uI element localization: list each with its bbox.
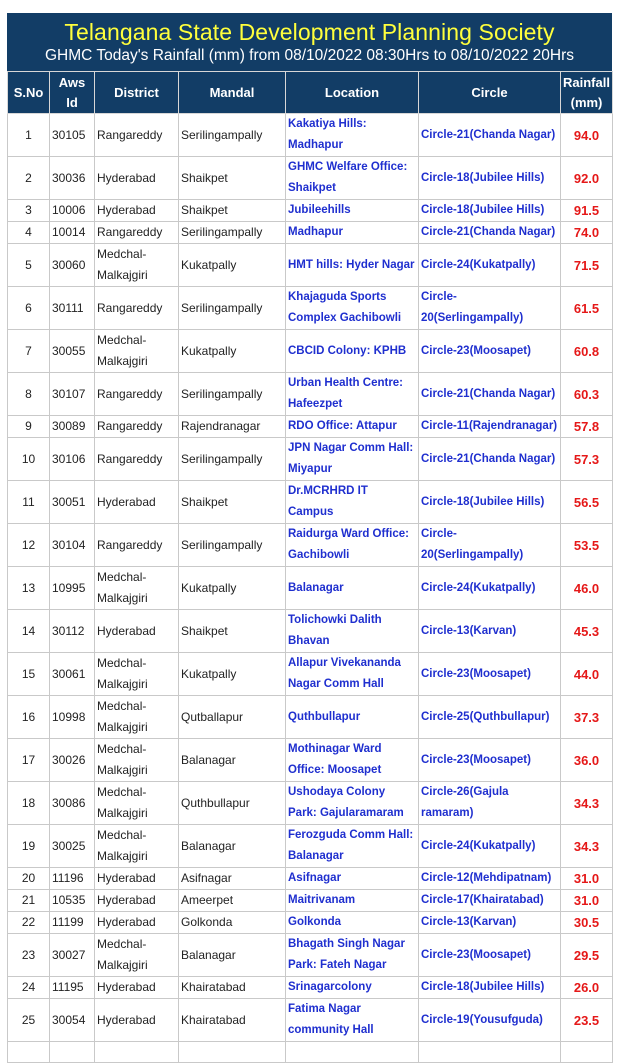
cell-rainfall: 56.5 (561, 481, 613, 524)
cell-mandal: Shaikpet (179, 481, 286, 524)
cell-district: Rangareddy (95, 438, 179, 481)
cell-rainfall: 36.0 (561, 739, 613, 782)
table-row (8, 567, 613, 610)
cell-aws-id: 11196 (50, 868, 95, 890)
cell-mandal: Serilingampally (179, 287, 286, 330)
table-row (8, 287, 613, 330)
cell-sno: 2 (8, 157, 50, 200)
cell-mandal: Shaikpet (179, 157, 286, 200)
table-row (8, 825, 613, 868)
cell-sno: 16 (8, 696, 50, 739)
cell-circle-link[interactable]: Circle-25(Quthbullapur) (419, 696, 561, 739)
cell-mandal: Rajendranagar (179, 416, 286, 438)
table-row (8, 977, 613, 999)
cell-rainfall: 37.3 (561, 696, 613, 739)
cell-location-link[interactable]: Balanagar (286, 567, 419, 610)
cell-rainfall: 91.5 (561, 200, 613, 222)
cell-sno: 5 (8, 244, 50, 287)
cell-circle-link[interactable]: Circle-21(Chanda Nagar) (419, 222, 561, 244)
table-row (8, 222, 613, 244)
cell-mandal: Serilingampally (179, 222, 286, 244)
cell-mandal: Qutballapur (179, 696, 286, 739)
cell-circle-link[interactable]: Circle-20(Serlingampally) (419, 287, 561, 330)
cell-sno: 7 (8, 330, 50, 373)
cell-district: Hyderabad (95, 200, 179, 222)
table-row (8, 330, 613, 373)
cell-circle-link[interactable]: Circle-19(Yousufguda) (419, 999, 561, 1042)
cell-aws-id: 11199 (50, 912, 95, 934)
cell-sno: 18 (8, 782, 50, 825)
table-row (8, 739, 613, 782)
page-subtitle: GHMC Today's Rainfall (mm) from 08/10/2022 08:30Hrs to 08/10/2022 20Hrs (44, 47, 575, 64)
table-row (8, 890, 613, 912)
cell-location-link[interactable]: Jubileehills (286, 200, 419, 222)
empty-cell (8, 1042, 50, 1063)
cell-aws-id: 30086 (50, 782, 95, 825)
cell-location-link[interactable]: CBCID Colony: KPHB (286, 330, 419, 373)
empty-cell (50, 1042, 95, 1063)
cell-district: Medchal-Malkajgiri (95, 653, 179, 696)
cell-mandal: Quthbullapur (179, 782, 286, 825)
cell-aws-id: 30036 (50, 157, 95, 200)
cell-aws-id: 30111 (50, 287, 95, 330)
cell-sno: 8 (8, 373, 50, 416)
cell-rainfall: 74.0 (561, 222, 613, 244)
cell-sno: 24 (8, 977, 50, 999)
cell-mandal: Kukatpally (179, 244, 286, 287)
cell-sno: 13 (8, 567, 50, 610)
cell-mandal: Serilingampally (179, 373, 286, 416)
cell-aws-id: 30104 (50, 524, 95, 567)
cell-circle-link[interactable]: Circle-24(Kukatpally) (419, 825, 561, 868)
table-row (8, 157, 613, 200)
cell-location-link[interactable]: Quthbullapur (286, 696, 419, 739)
cell-rainfall: 45.3 (561, 610, 613, 653)
cell-rainfall: 71.5 (561, 244, 613, 287)
cell-aws-id: 30051 (50, 481, 95, 524)
cell-rainfall: 57.8 (561, 416, 613, 438)
table-row (8, 610, 613, 653)
report-banner (7, 13, 612, 71)
cell-district: Medchal-Malkajgiri (95, 825, 179, 868)
table-row (8, 416, 613, 438)
cell-mandal: Shaikpet (179, 610, 286, 653)
cell-district: Medchal-Malkajgiri (95, 244, 179, 287)
table-row (8, 934, 613, 977)
cell-location-link[interactable]: Fatima Nagar community Hall (286, 999, 419, 1042)
cell-sno: 10 (8, 438, 50, 481)
cell-aws-id: 30026 (50, 739, 95, 782)
col-header-mandal: Mandal (179, 72, 286, 114)
cell-circle-link[interactable]: Circle-18(Jubilee Hills) (419, 200, 561, 222)
cell-sno: 3 (8, 200, 50, 222)
col-header-rainfall: Rainfall (mm) (561, 72, 613, 114)
cell-district: Hyderabad (95, 890, 179, 912)
cell-sno: 20 (8, 868, 50, 890)
cell-circle-link[interactable]: Circle-18(Jubilee Hills) (419, 481, 561, 524)
empty-cell (286, 1042, 419, 1063)
cell-location-link[interactable]: Kakatiya Hills: Madhapur (286, 114, 419, 157)
table-row (8, 999, 613, 1042)
cell-circle-link[interactable]: Circle-21(Chanda Nagar) (419, 114, 561, 157)
cell-district: Hyderabad (95, 999, 179, 1042)
cell-rainfall: 23.5 (561, 999, 613, 1042)
cell-district: Rangareddy (95, 222, 179, 244)
cell-location-link[interactable]: HMT hills: Hyder Nagar (286, 244, 419, 287)
cell-location-link[interactable]: Mothinagar Ward Office: Moosapet (286, 739, 419, 782)
table-header-row (8, 72, 613, 114)
cell-mandal: Shaikpet (179, 200, 286, 222)
cell-sno: 14 (8, 610, 50, 653)
cell-location-link[interactable]: Dr.MCRHRD IT Campus (286, 481, 419, 524)
table-row (8, 912, 613, 934)
cell-location-link[interactable]: Urban Health Centre: Hafeezpet (286, 373, 419, 416)
cell-location-link[interactable]: Tolichowki Dalith Bhavan (286, 610, 419, 653)
table-row (8, 696, 613, 739)
cell-circle-link[interactable]: Circle-13(Karvan) (419, 912, 561, 934)
cell-circle-link[interactable]: Circle-26(Gajula ramaram) (419, 782, 561, 825)
cell-mandal: Kukatpally (179, 653, 286, 696)
cell-circle-link[interactable]: Circle-23(Moosapet) (419, 934, 561, 977)
table-body (8, 114, 613, 1063)
table-row (8, 114, 613, 157)
cell-circle-link[interactable]: Circle-24(Kukatpally) (419, 244, 561, 287)
cell-aws-id: 30089 (50, 416, 95, 438)
cell-rainfall: 57.3 (561, 438, 613, 481)
cell-circle-link[interactable]: Circle-18(Jubilee Hills) (419, 977, 561, 999)
cell-sno: 4 (8, 222, 50, 244)
cell-rainfall: 44.0 (561, 653, 613, 696)
cell-aws-id: 30105 (50, 114, 95, 157)
cell-rainfall: 46.0 (561, 567, 613, 610)
cell-sno: 1 (8, 114, 50, 157)
cell-aws-id: 30027 (50, 934, 95, 977)
cell-circle-link[interactable]: Circle-21(Chanda Nagar) (419, 373, 561, 416)
rainfall-table (7, 71, 613, 1063)
cell-sno: 17 (8, 739, 50, 782)
cell-location-link[interactable]: RDO Office: Attapur (286, 416, 419, 438)
page-title: Telangana State Development Planning Society (64, 19, 555, 45)
cell-district: Medchal-Malkajgiri (95, 567, 179, 610)
cell-mandal: Serilingampally (179, 438, 286, 481)
report-container (7, 13, 612, 1063)
cell-sno: 25 (8, 999, 50, 1042)
cell-district: Rangareddy (95, 416, 179, 438)
cell-district: Hyderabad (95, 977, 179, 999)
cell-district: Hyderabad (95, 868, 179, 890)
cell-district: Rangareddy (95, 114, 179, 157)
cell-mandal: Balanagar (179, 934, 286, 977)
cell-rainfall: 31.0 (561, 890, 613, 912)
cell-aws-id: 30107 (50, 373, 95, 416)
cell-sno: 19 (8, 825, 50, 868)
cell-aws-id: 30060 (50, 244, 95, 287)
cell-mandal: Balanagar (179, 825, 286, 868)
cell-circle-link[interactable]: Circle-20(Serlingampally) (419, 524, 561, 567)
cell-district: Medchal-Malkajgiri (95, 330, 179, 373)
table-row (8, 244, 613, 287)
cell-circle-link[interactable]: Circle-11(Rajendranagar) (419, 416, 561, 438)
cell-circle-link[interactable]: Circle-24(Kukatpally) (419, 567, 561, 610)
cell-rainfall: 61.5 (561, 287, 613, 330)
cell-district: Hyderabad (95, 912, 179, 934)
cell-mandal: Kukatpally (179, 330, 286, 373)
cell-district: Hyderabad (95, 610, 179, 653)
cell-aws-id: 30025 (50, 825, 95, 868)
cell-district: Medchal-Malkajgiri (95, 696, 179, 739)
cell-rainfall: 31.0 (561, 868, 613, 890)
table-row (8, 373, 613, 416)
cell-mandal: Balanagar (179, 739, 286, 782)
empty-cell (561, 1042, 613, 1063)
cell-aws-id: 30106 (50, 438, 95, 481)
cell-mandal: Ameerpet (179, 890, 286, 912)
cell-mandal: Golkonda (179, 912, 286, 934)
cell-district: Rangareddy (95, 287, 179, 330)
cell-rainfall: 34.3 (561, 825, 613, 868)
cell-aws-id: 10535 (50, 890, 95, 912)
cell-location-link[interactable]: GHMC Welfare Office: Shaikpet (286, 157, 419, 200)
cell-sno: 15 (8, 653, 50, 696)
cell-aws-id: 30054 (50, 999, 95, 1042)
table-row (8, 1042, 613, 1063)
cell-district: Medchal-Malkajgiri (95, 782, 179, 825)
col-header-sno: S.No (8, 72, 50, 114)
cell-mandal: Khairatabad (179, 977, 286, 999)
table-row (8, 868, 613, 890)
cell-district: Medchal-Malkajgiri (95, 934, 179, 977)
cell-aws-id: 11195 (50, 977, 95, 999)
empty-cell (419, 1042, 561, 1063)
cell-district: Rangareddy (95, 373, 179, 416)
cell-rainfall: 60.8 (561, 330, 613, 373)
cell-location-link[interactable]: Madhapur (286, 222, 419, 244)
cell-rainfall: 29.5 (561, 934, 613, 977)
cell-sno: 9 (8, 416, 50, 438)
cell-aws-id: 10998 (50, 696, 95, 739)
cell-mandal: Kukatpally (179, 567, 286, 610)
table-row (8, 782, 613, 825)
cell-district: Hyderabad (95, 481, 179, 524)
table-row (8, 438, 613, 481)
col-header-circle: Circle (419, 72, 561, 114)
cell-location-link[interactable]: Khajaguda Sports Complex Gachibowli (286, 287, 419, 330)
cell-location-link[interactable]: Ferozguda Comm Hall: Balanagar (286, 825, 419, 868)
cell-circle-link[interactable]: Circle-17(Khairatabad) (419, 890, 561, 912)
cell-location-link[interactable]: Srinagarcolony (286, 977, 419, 999)
col-header-location: Location (286, 72, 419, 114)
cell-location-link[interactable]: Maitrivanam (286, 890, 419, 912)
cell-rainfall: 34.3 (561, 782, 613, 825)
empty-cell (179, 1042, 286, 1063)
cell-mandal: Serilingampally (179, 524, 286, 567)
cell-location-link[interactable]: JPN Nagar Comm Hall: Miyapur (286, 438, 419, 481)
cell-circle-link[interactable]: Circle-23(Moosapet) (419, 739, 561, 782)
cell-aws-id: 30055 (50, 330, 95, 373)
cell-district: Rangareddy (95, 524, 179, 567)
cell-circle-link[interactable]: Circle-21(Chanda Nagar) (419, 438, 561, 481)
cell-aws-id: 10014 (50, 222, 95, 244)
cell-district: Hyderabad (95, 157, 179, 200)
table-row (8, 481, 613, 524)
cell-aws-id: 10006 (50, 200, 95, 222)
col-header-aws-id: Aws Id (50, 72, 95, 114)
cell-aws-id: 30112 (50, 610, 95, 653)
cell-sno: 12 (8, 524, 50, 567)
cell-circle-link[interactable]: Circle-12(Mehdipatnam) (419, 868, 561, 890)
col-header-district: District (95, 72, 179, 114)
cell-rainfall: 26.0 (561, 977, 613, 999)
cell-rainfall: 94.0 (561, 114, 613, 157)
cell-circle-link[interactable]: Circle-18(Jubilee Hills) (419, 157, 561, 200)
table-row (8, 200, 613, 222)
cell-sno: 23 (8, 934, 50, 977)
cell-circle-link[interactable]: Circle-23(Moosapet) (419, 330, 561, 373)
cell-rainfall: 92.0 (561, 157, 613, 200)
cell-mandal: Khairatabad (179, 999, 286, 1042)
cell-sno: 6 (8, 287, 50, 330)
cell-aws-id: 10995 (50, 567, 95, 610)
cell-mandal: Asifnagar (179, 868, 286, 890)
cell-circle-link[interactable]: Circle-23(Moosapet) (419, 653, 561, 696)
cell-rainfall: 60.3 (561, 373, 613, 416)
cell-location-link[interactable]: Raidurga Ward Office: Gachibowli (286, 524, 419, 567)
cell-rainfall: 53.5 (561, 524, 613, 567)
table-row (8, 653, 613, 696)
cell-location-link[interactable]: Ushodaya Colony Park: Gajularamaram (286, 782, 419, 825)
cell-sno: 22 (8, 912, 50, 934)
cell-location-link[interactable]: Allapur Vivekananda Nagar Comm Hall (286, 653, 419, 696)
cell-location-link[interactable]: Bhagath Singh Nagar Park: Fateh Nagar (286, 934, 419, 977)
cell-sno: 11 (8, 481, 50, 524)
cell-district: Medchal-Malkajgiri (95, 739, 179, 782)
cell-location-link[interactable]: Asifnagar (286, 868, 419, 890)
cell-circle-link[interactable]: Circle-13(Karvan) (419, 610, 561, 653)
cell-mandal: Serilingampally (179, 114, 286, 157)
cell-aws-id: 30061 (50, 653, 95, 696)
empty-cell (95, 1042, 179, 1063)
cell-rainfall: 30.5 (561, 912, 613, 934)
cell-sno: 21 (8, 890, 50, 912)
table-row (8, 524, 613, 567)
cell-location-link[interactable]: Golkonda (286, 912, 419, 934)
